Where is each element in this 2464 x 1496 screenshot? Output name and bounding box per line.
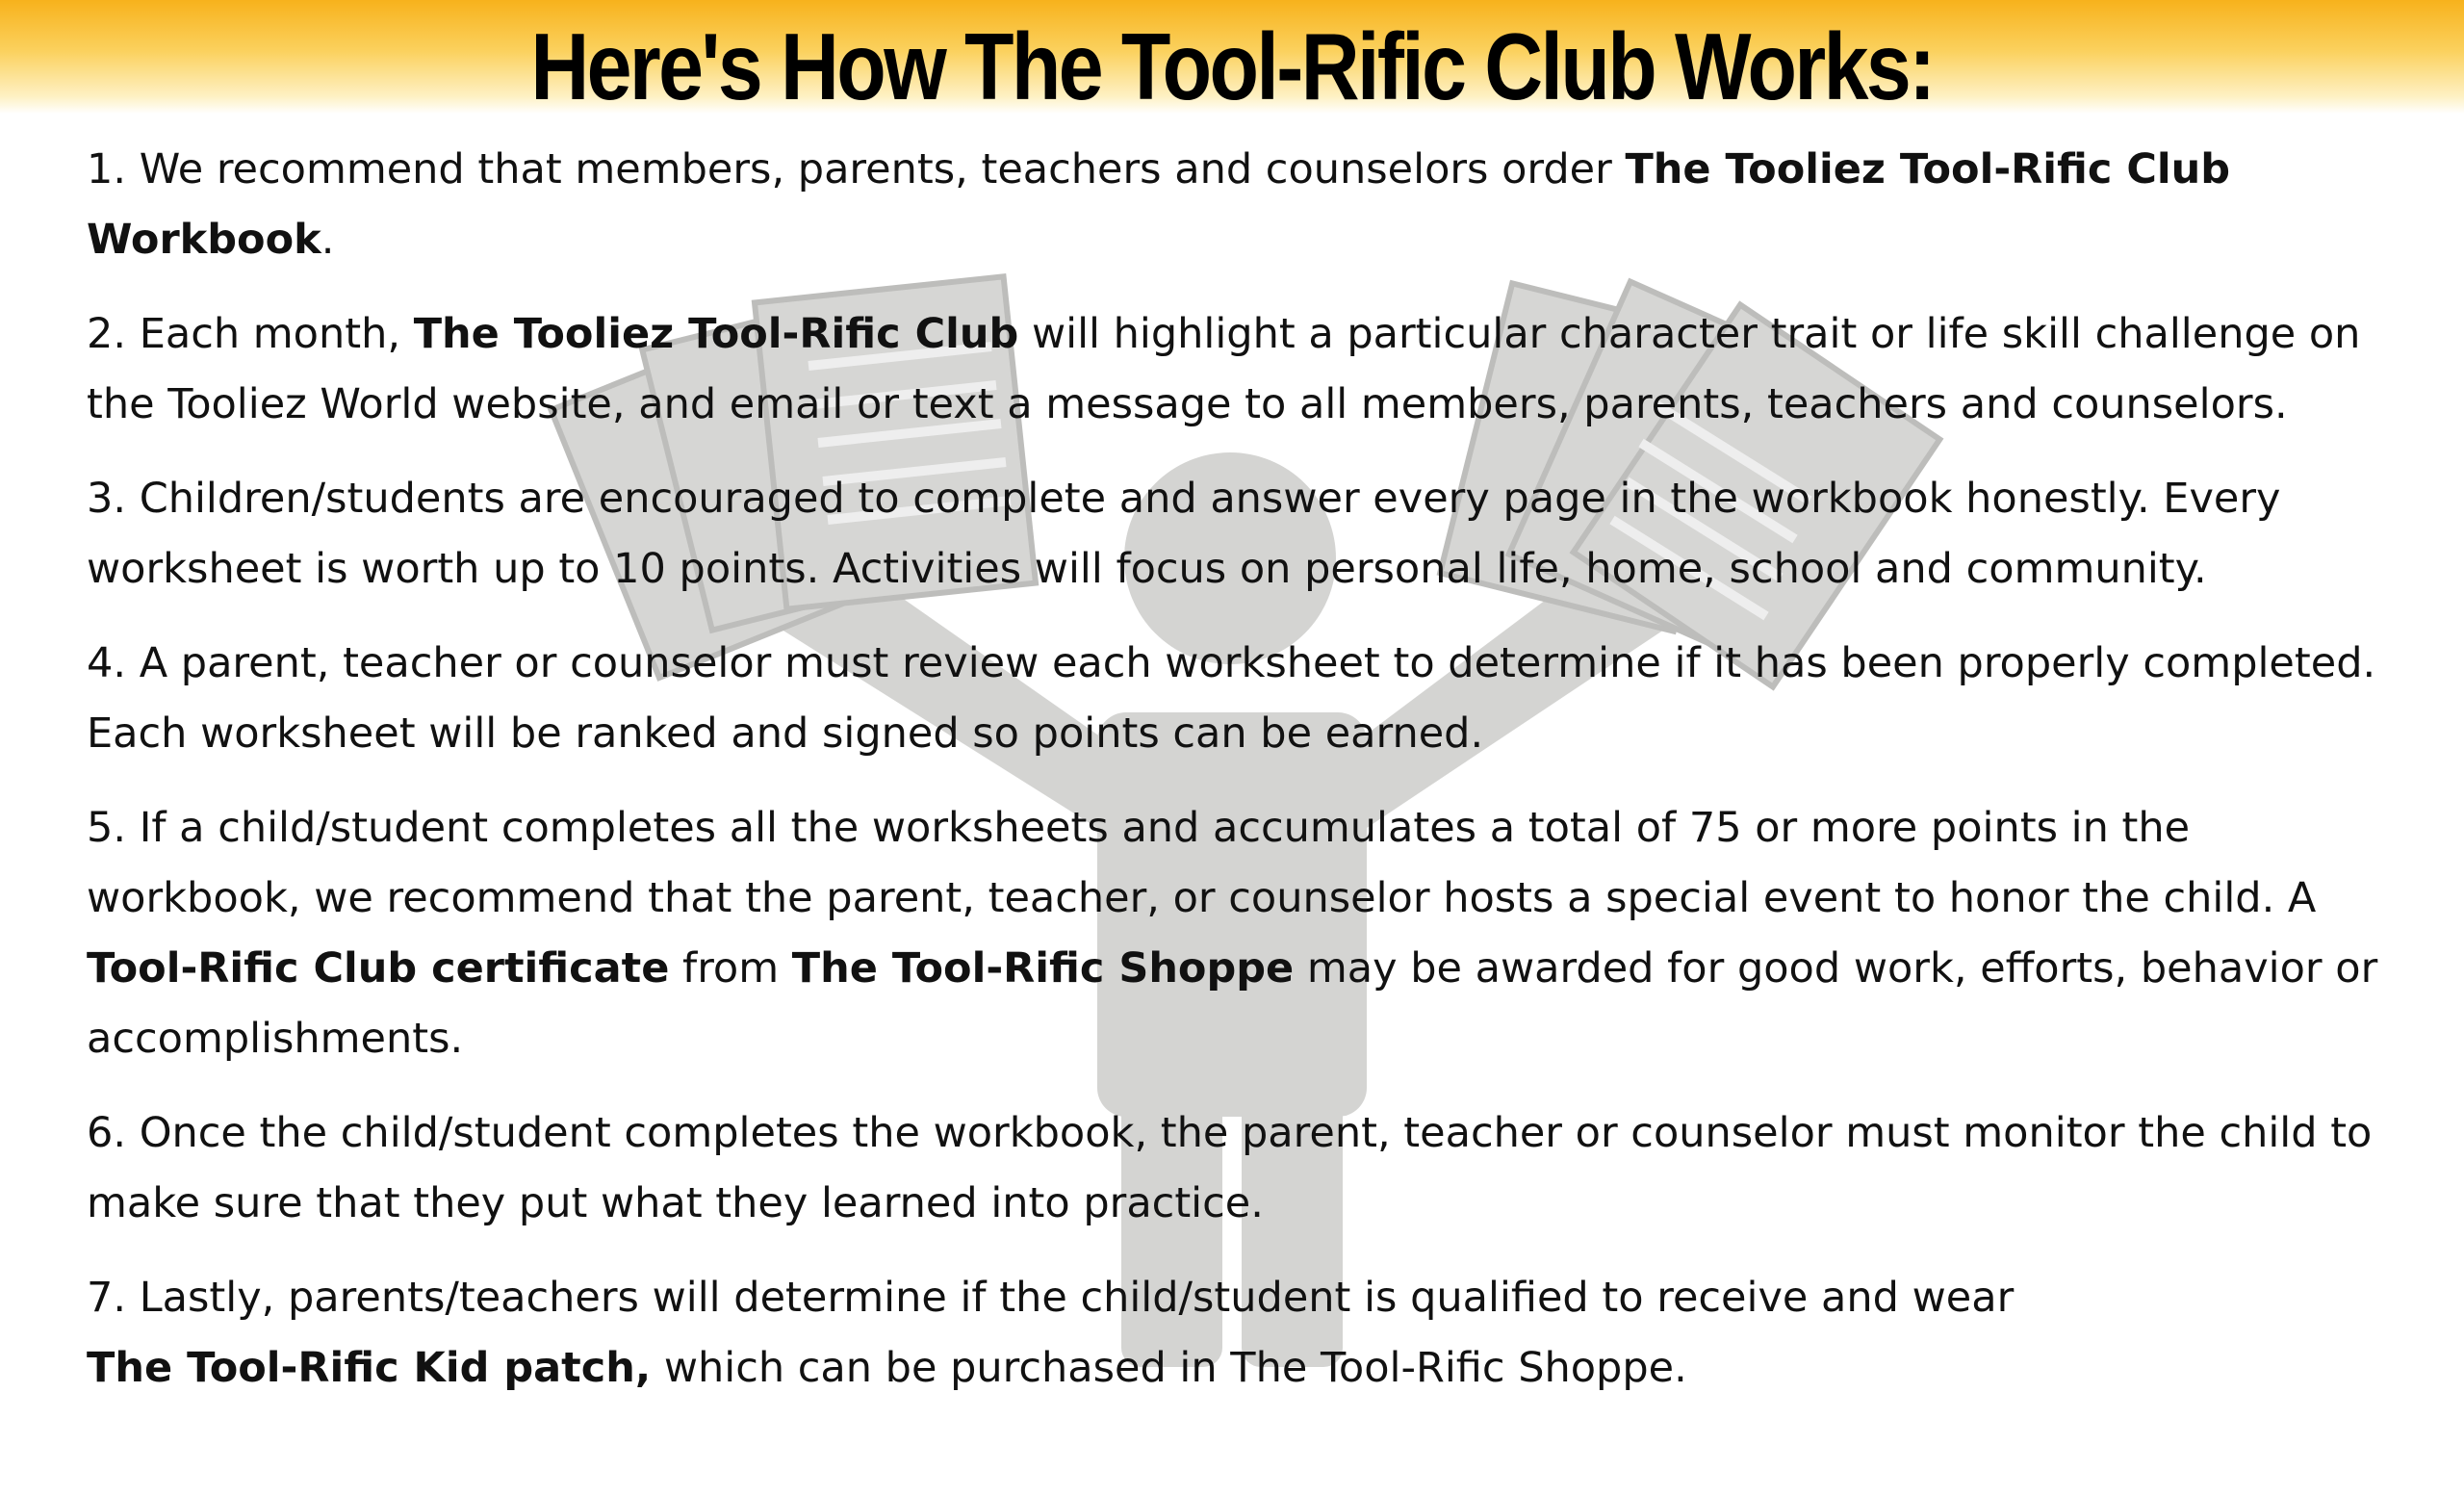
step-item: 1. We recommend that members, parents, teachers and counselors order The Tooliez Tool-Rific Club Workbook. — [87, 145, 2231, 264]
step-item: 5. If a child/student completes all the worksheets and accumulates a total of 75 or more points in the workbook, we recommend that the parent, teacher, or counselor hosts a special event to honor the child. A Tool-Rific Club certificate from The Tool-Rific Shoppe may be awarded for good work, efforts, behavior or accomplishments. — [87, 804, 2378, 1063]
step-item: 3. Children/students are encouraged to complete and answer every page in the workbook honestly. Every worksheet is worth up to 10 points. Activities will focus on personal life, home, school and community. — [87, 475, 2281, 593]
step-item: 7. Lastly, parents/teachers will determine if the child/student is qualified to receive and wear The Tool-Rific Kid patch, which can be purchased in The Tool-Rific Shoppe. — [87, 1274, 2015, 1392]
steps-list — [87, 135, 2397, 1428]
step-item: 2. Each month, The Tooliez Tool-Rific Club will highlight a particular character trait or life skill challenge on the Tooliez World website, and email or text a message to all members, parents, teachers and counselors. — [87, 310, 2361, 428]
page-title: Here's How The Tool-Rific Club Works: — [530, 13, 1934, 119]
step-item: 6. Once the child/student completes the workbook, the parent, teacher or counselor must monitor the child to make sure that they put what they learned into practice. — [87, 1109, 2373, 1227]
step-item: 4. A parent, teacher or counselor must review each worksheet to determine if it has been properly completed. Each worksheet will be ranked and signed so points can be earned. — [87, 639, 2376, 758]
